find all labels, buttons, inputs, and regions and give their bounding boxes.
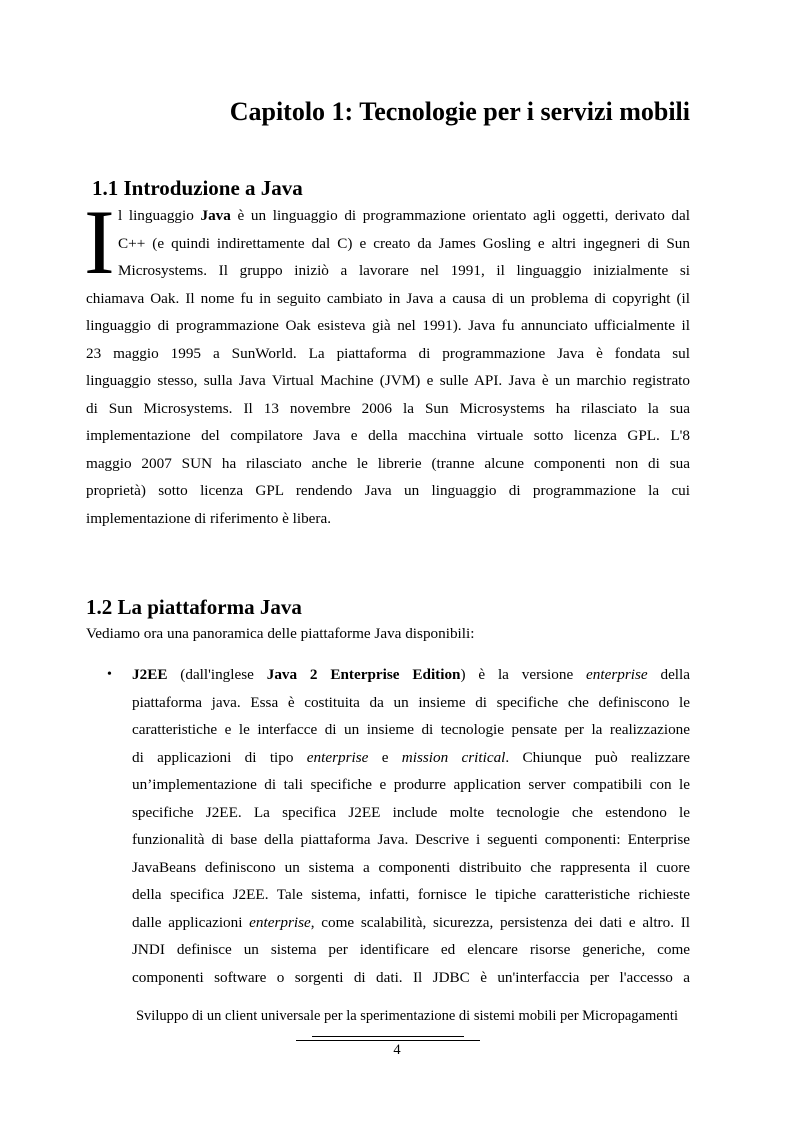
text-line: C++ (e quindi indirettamente dal C) e creato da James Gosling e altri ingegneri di Sun bbox=[118, 234, 690, 252]
chapter-title: Capitolo 1: Tecnologie per i servizi mobili bbox=[229, 97, 690, 126]
text-line: implementazione di riferimento è libera. bbox=[86, 509, 332, 527]
bullet-marker: • bbox=[107, 667, 112, 682]
section-heading-1-2: 1.2 La piattaforma Java bbox=[86, 595, 302, 619]
footer-text: Sviluppo di un client universale per la sperimentazione di sistemi mobili per Micropagamenti bbox=[135, 1008, 678, 1024]
text-line: di Sun Microsystems. Il 13 novembre 2006 la Sun Microsystems ha rilasciato la sua bbox=[86, 399, 690, 417]
text-line: di applicazioni di tipo enterprise e mission critical. Chiunque può realizzare bbox=[132, 748, 691, 766]
text-line: J2EE (dall'inglese Java 2 Enterprise Edition) è la versione enterprise della bbox=[132, 666, 690, 683]
drop-cap: I bbox=[84, 191, 115, 293]
text-line: caratteristiche e le interfacce di un insieme di tecnologie pensate per la realizzazione bbox=[132, 721, 690, 738]
text-line: JNDI definisce un sistema per identificare ed elencare risorse generiche, come bbox=[132, 941, 690, 958]
text-line: Microsystems. Il gruppo iniziò a lavorare nel 1991, il linguaggio inizialmente si bbox=[118, 262, 690, 279]
text-line: 23 maggio 1995 a SunWorld. La piattaforma di programmazione Java è fondata sul bbox=[86, 344, 690, 362]
text-line: della specifica J2EE. Tale sistema, infatti, fornisce le tipiche caratteristiche richieste bbox=[132, 886, 690, 903]
text-line: JavaBeans definiscono un sistema a componenti distribuito che rappresenta il cuore bbox=[132, 858, 690, 876]
section-heading-1-1: 1.1 Introduzione a Java bbox=[92, 176, 303, 200]
text-line: specifiche J2EE. La specifica J2EE include molte tecnologie che estendono le bbox=[132, 803, 690, 821]
text-line: funzionalità di base della piattaforma Java. Descrive i seguenti componenti: Enterprise bbox=[132, 831, 690, 848]
text-line: implementazione del compilatore Java e della macchina virtuale sotto licenza GPL. L'8 bbox=[86, 427, 690, 444]
text-line: maggio 2007 SUN ha rilasciato anche le librerie (tranne alcune componenti non di sua bbox=[86, 454, 690, 472]
text-line: piattaforma java. Essa è costituita da un insieme di specifiche che definiscono le bbox=[132, 693, 690, 711]
text-line: linguaggio di programmazione Oak esisteva già nel 1991). Java fu annunciato ufficialmente il bbox=[86, 317, 690, 334]
text-line: dalle applicazioni enterprise, come scalabilità, sicurezza, persistenza dei dati e altro. Il bbox=[132, 913, 690, 931]
footer-rule-upper bbox=[312, 1036, 464, 1037]
text-line: chiamava Oak. Il nome fu in seguito cambiato in Java a causa di un problema di copyright (il bbox=[86, 289, 690, 307]
section-2-intro: Vediamo ora una panoramica delle piattaforme Java disponibili: bbox=[86, 625, 475, 642]
page-number: 4 bbox=[393, 1042, 401, 1058]
text-line: linguaggio stesso, sulla Java Virtual Machine (JVM) e sulle API. Java è un marchio registrato bbox=[86, 372, 690, 389]
text-line: un’implementazione di tali specifiche e produrre application server compatibili con le bbox=[132, 776, 690, 793]
text-line: l linguaggio Java è un linguaggio di programmazione orientato agli oggetti, derivato dal bbox=[118, 207, 690, 224]
text-line: proprietà) sotto licenza GPL rendendo Java un linguaggio di programmazione la cui bbox=[86, 482, 690, 499]
text-line: componenti software o sorgenti di dati. Il JDBC è un'interfaccia per l'accesso a bbox=[132, 968, 690, 986]
